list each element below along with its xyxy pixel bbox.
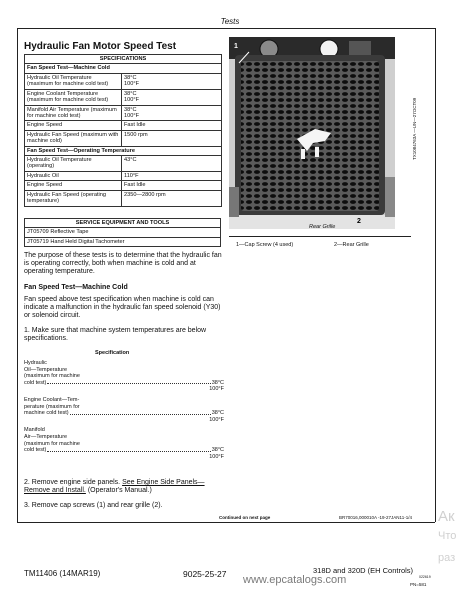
overlay-text-3: раз [438,552,456,564]
left-margin-rule [17,28,18,522]
spec-item-fahrenheit: 100°F [209,416,224,423]
spec-item-label-text: machine cold test) [24,410,69,417]
rear-grille-illustration [229,37,395,229]
step-2 [24,479,224,495]
tool-row: JT05719 Hand Held Digital Tachometer [25,237,221,246]
cold-test-paragraph: Fan speed above test specification when machine is cold can indicate a malfunction in the hydraulic fan speed solenoid (Y30) or solenoid circuit. [24,296,221,319]
spec-value: Fast Idle [122,121,222,130]
spec-item-celsius: 38°C [211,447,224,454]
spec-item-label-line: Oil—Temperature [24,366,68,373]
spec-row [25,121,222,130]
spec-row [25,190,222,206]
spec-table-header: SPECIFICATIONS [25,55,222,64]
spec-item [24,360,224,393]
spec-label: Engine Speed [25,181,122,190]
spec-group-cold: Fan Speed Test—Machine Cold [25,64,222,73]
page-header-title: Tests [220,17,240,26]
spec-value: 2350—2800 rpm [122,190,222,206]
right-margin-rule [435,28,436,522]
header-rule [17,28,435,29]
dot-leader [47,447,210,452]
spec-row [25,181,222,190]
callout-1: 1 [234,43,238,50]
figure-side-code: TX1084763A —UN—27OCT09 [412,97,417,160]
figure-rule [229,236,411,237]
spec-value: 43°C [122,156,222,172]
spec-value: 38°C 100°F [122,89,222,105]
spec-label: Hydraulic Oil Temperature (operating) [25,156,122,172]
spec-item-label-line [24,447,224,454]
step-2-text: 2. Remove engine side panels. [24,479,123,486]
dot-leader [47,380,210,385]
spec-item-label-line: Air—Temperature [24,433,68,440]
spec-label: Engine Coolant Temperature (maximum for machine cold test) [25,89,122,105]
spec-row [25,171,222,180]
callout-2: 2 [357,218,361,225]
footer-date-code: 022619 [419,575,431,579]
tool-row: JT05709 Reflective Tape [25,228,221,237]
spec-value: 38°C 100°F [122,73,222,89]
spec-item-label-line [24,410,224,417]
spec-item-fahrenheit: 100°F [209,453,224,460]
spec-label: Engine Speed [25,121,122,130]
cold-test-heading: Fan Speed Test—Machine Cold [24,284,128,291]
engine-side-panels-link[interactable]: See Engine Side Panels—Remove and Install. [24,479,205,494]
spec-value: Fast Idle [122,181,222,190]
spec-row [25,89,222,105]
spec-label: Hydraulic Fan Speed (operating temperature) [25,190,122,206]
spec-item-label-line: perature (maximum for [24,403,80,410]
spec-item-label-text: cold test) [24,379,47,386]
spec-item-label-line [24,380,224,387]
purpose-paragraph: The purpose of these tests is to determine that the hydraulic fan is operating correctly, both when machine is cold and at operating temperature. [24,252,222,275]
specifications-table [24,54,222,207]
spec-value: 110°F [122,171,222,180]
continued-label: Continued on next page [219,515,271,520]
spec-group-operating: Fan Speed Test—Operating Temperature [25,146,222,155]
legend-item-2: 2—Rear Grille [334,242,369,248]
spec-row [25,73,222,89]
step-1: 1. Make sure that machine system temperatures are below specifications. [24,327,207,342]
legend-item-1: 1—Cap Screw (4 used) [236,242,294,248]
footer-manual-id: TM11406 (14MAR19) [24,569,101,578]
overlay-text-1: Ак [438,508,455,525]
spec-row [25,156,222,172]
spec-value: 38°C 100°F [122,105,222,121]
spec-item-label-line: Manifold [24,427,45,434]
spec-item-label-line: Hydraulic [24,360,47,366]
dot-leader [70,410,211,415]
spec-item-label-line: (maximum for machine [24,440,80,447]
footer-pn: PN=581 [410,582,427,587]
spec-item-label-line: (maximum for machine [24,373,80,380]
spec-item-fahrenheit: 100°F [209,386,224,393]
step-3: 3. Remove cap screws (1) and rear grille (2). [24,502,163,509]
overlay-text-2: Что [438,530,457,542]
spec-item-celsius: 38°C [211,379,224,386]
spec-row [25,130,222,146]
section-title: Hydraulic Fan Motor Speed Test [24,41,177,52]
spec-item [24,427,224,460]
spec-value: 1500 rpm [122,130,222,146]
spec-row [25,105,222,121]
reference-code: BR70016,000010A -19-27JAN11-1/4 [339,515,412,520]
specification-heading: Specification [95,350,130,356]
source-url[interactable]: www.epcatalogs.com [243,574,347,586]
figure-caption: Rear Grille [309,224,336,230]
specification-list [24,360,224,464]
spec-label: Manifold Air Temperature (maximum for machine cold test) [25,105,122,121]
rear-grille-figure [229,37,395,229]
spec-label: Hydraulic Fan Speed (maximum with machine cold) [25,130,122,146]
spec-item [24,397,224,423]
spec-item-label-text: cold test) [24,447,47,454]
spec-item-label-line: Engine Coolant—Tem- [24,396,80,403]
footer-model: 318D and 320D (EH Controls) [313,566,414,575]
spec-label: Hydraulic Oil Temperature (maximum for machine cold test) [25,73,122,89]
spec-label: Hydraulic Oil [25,171,122,180]
bottom-rule [17,522,435,523]
footer-page-number: 9025-25-27 [183,569,227,579]
service-tools-table [24,218,221,247]
tools-table-header: SERVICE EQUIPMENT AND TOOLS [25,219,221,228]
step-2-suffix: (Operator's Manual.) [85,486,152,494]
spec-item-celsius: 38°C [211,410,224,417]
